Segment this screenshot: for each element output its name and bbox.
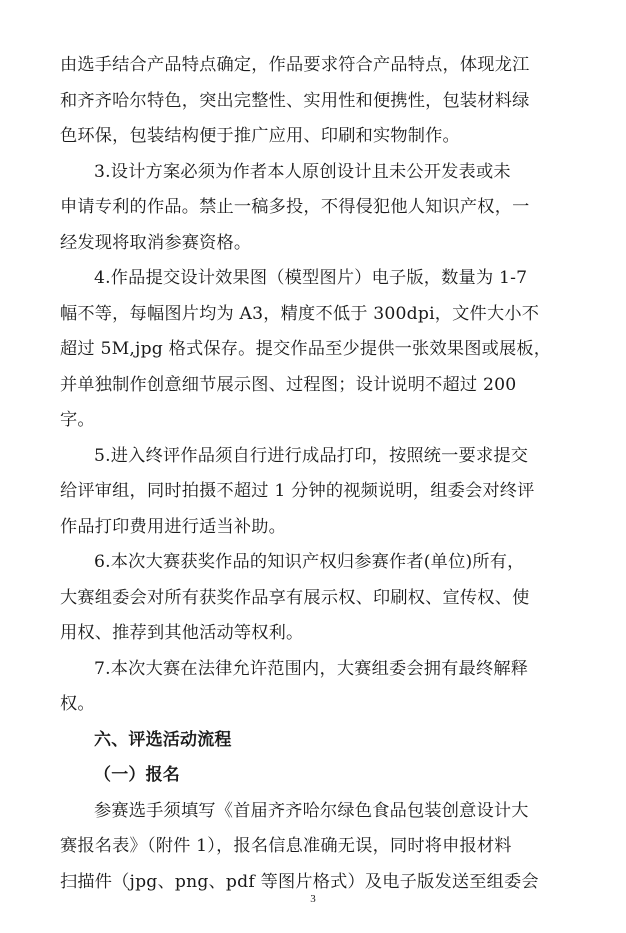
text-line: 7.本次大赛在法律允许范围内，大赛组委会拥有最终解释: [94, 658, 529, 679]
section-heading: 六、评选活动流程: [94, 729, 232, 750]
text-line: 并单独制作创意细节展示图、过程图；设计说明不超过 200: [60, 374, 517, 395]
text-line: 用权、推荐到其他活动等权利。: [60, 623, 304, 643]
text-line: 3.设计方案必须为作者本人原创设计且未公开发表或未: [94, 161, 511, 182]
text-line: 6.本次大赛获奖作品的知识产权归参赛作者(单位)所有，: [94, 552, 525, 572]
page-body: [60, 48, 580, 900]
text-line: 和齐齐哈尔特色，突出完整性、实用性和便携性，包装材料绿: [60, 90, 530, 111]
text-line: 扫描件（jpg、png、pdf 等图片格式）及电子版发送至组委会: [60, 871, 539, 892]
text-line: 幅不等，每幅图片均为 A3，精度不低于 300dpi，文件大小不: [60, 303, 540, 324]
text-line: 超过 5M,jpg 格式保存。提交作品至少提供一张效果图或展板，: [60, 339, 552, 359]
text-line: 大赛组委会对所有获奖作品享有展示权、印刷权、宣传权、使: [60, 587, 530, 608]
text-line: 字。: [60, 410, 95, 430]
subsection-heading: （一）报名: [94, 765, 180, 785]
text-line: 色环保，包装结构便于推广应用、印刷和实物制作。: [60, 126, 460, 146]
text-line: 4.作品提交设计效果图（模型图片）电子版，数量为 1-7: [94, 268, 528, 288]
text-line: 作品打印费用进行适当补助。: [60, 516, 287, 537]
text-line: 经发现将取消参赛资格。: [60, 232, 252, 253]
text-line: 权。: [60, 694, 95, 714]
text-line: 给评审组，同时拍摄不超过 1 分钟的视频说明，组委会对终评: [60, 481, 535, 501]
text-line: 由选手结合产品特点确定，作品要求符合产品特点，体现龙江: [60, 55, 530, 75]
page-number: 3: [310, 893, 316, 905]
text-line: 赛报名表》（附件 1），报名信息准确无误，同时将申报材料: [60, 836, 512, 856]
text-line: 5.进入终评作品须自行进行成品打印，按照统一要求提交: [94, 445, 529, 466]
text-line: 申请专利的作品。禁止一稿多投，不得侵犯他人知识产权，一: [60, 197, 530, 217]
text-line: 参赛选手须填写《首届齐齐哈尔绿色食品包装创意设计大: [94, 800, 529, 821]
